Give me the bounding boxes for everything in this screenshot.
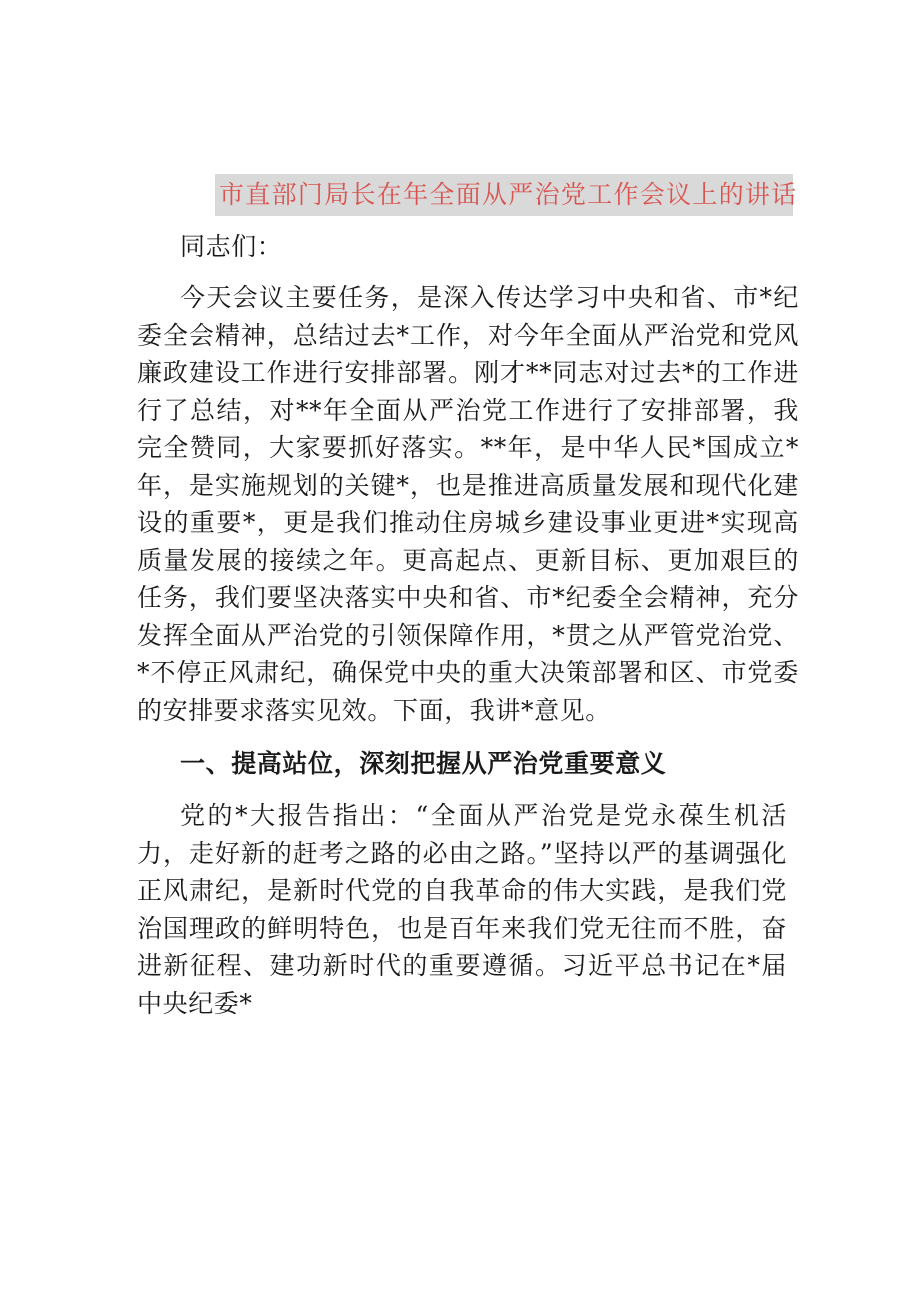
document-title: 市直部门局长在年全面从严治党工作会议上的讲话 [219, 180, 798, 209]
paragraph-section-1: 党的*大报告指出：“全面从严治党是党永葆生机活力，走好新的赶考之路的必由之路。”坚持以严的基调强化正风肃纪，是新时代党的自我革命的伟大实践，是我们党治国理政的鲜明特色，也是百年来我们党无往而不胜，奋进新征程、建功新时代的重要遵循。习近平总书记在*届中央纪委* [137, 801, 787, 1018]
salutation: 同志们： [180, 232, 283, 261]
paragraph-intro: 今天会议主要任务，是深入传达学习中央和省、市*纪委全会精神，总结过去*工作，对今年全面从严治党和党风廉政建设工作进行安排部署。刚才**同志对过去*的工作进行了总结，对**年全面从严治党工作进行了安排部署，我完全赞同，大家要抓好落实。**年，是中华人民*国成立*年，是实施规划的关键*，也是推进高质量发展和现代化建设的重要*，更是我们推动住房城乡建设事业更进*实现高质量发展的接续之年。更高起点、更新目标、更加艰巨的任务，我们要坚决落实中央和省、市*纪委全会精神，充分发挥全面从严治党的引领保障作用，*贯之从严管党治党、*不停正风肃纪，确保党中央的重大决策部署和区、市党委的安排要求落实见效。下面，我讲*意见。 [137, 283, 799, 725]
section-heading-1: 一、提高站位，深刻把握从严治党重要意义 [180, 749, 667, 778]
